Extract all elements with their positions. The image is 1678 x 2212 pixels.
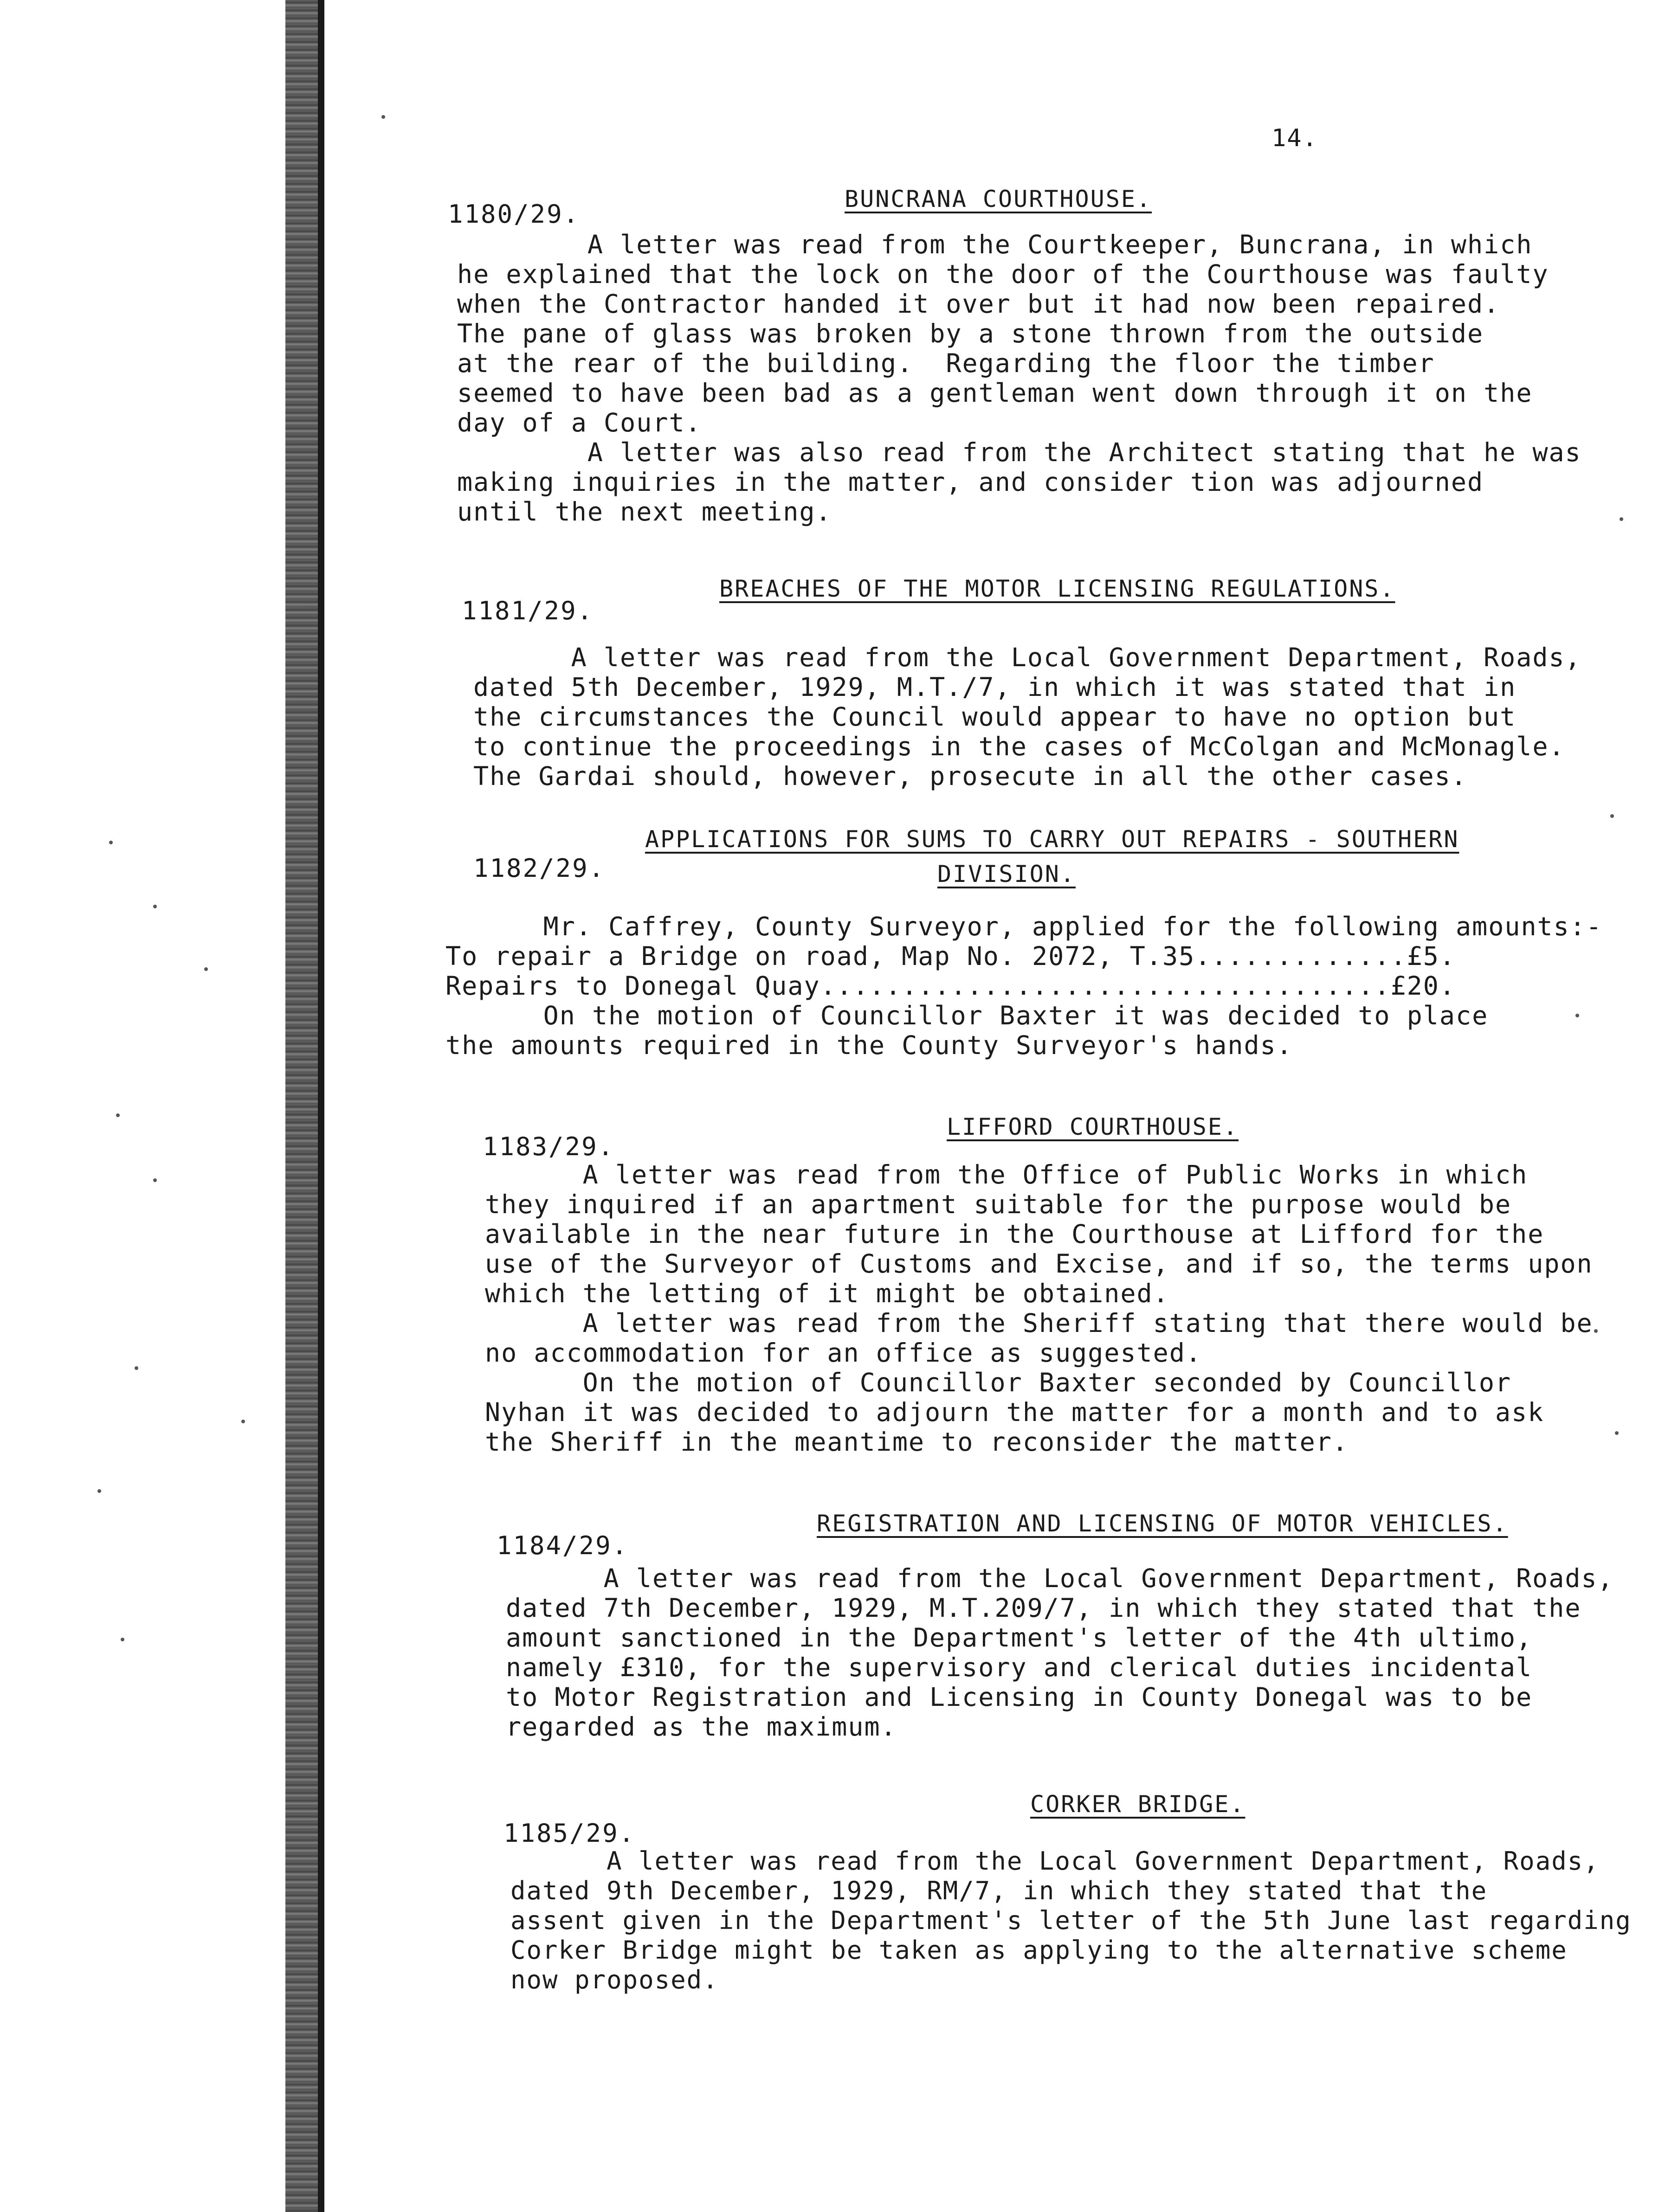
page-edge-shadow [285, 0, 318, 2212]
section-ref: 1182/29. [473, 854, 606, 883]
section-heading-continued: DIVISION. [937, 861, 1076, 887]
section-ref: 1185/29. [503, 1819, 636, 1848]
binding-margin [0, 0, 304, 2212]
section-body: A letter was read from the Local Government Department, Roads, dated 7th December, 1929, M.T.209/7, in which they stated that the amount sanctioned in the Department's letter of the 4th ultimo, namely £310, for the supervisory and clerical duties incidental to Motor Registration and Licensing in County Donegal was to be regarded as the maximum. [506, 1563, 1614, 1742]
page-edge [318, 0, 324, 2212]
section-heading: BUNCRANA COURTHOUSE. [845, 186, 1152, 212]
page-number: 14. [1271, 124, 1318, 152]
section-body: A letter was read from the Local Government Department, Roads, dated 5th December, 1929, M.T./7, in which it was stated that in the circumstances the Council would appear to have no option but to continue the proceedings in the cases of McColgan and McMonagle. The Gardai should, however, prosecute in all the other cases. [473, 643, 1581, 791]
section-heading: CORKER BRIDGE. [1030, 1791, 1246, 1818]
section-body: A letter was read from the Office of Public Works in which they inquired if an apartment suitable for the purpose would be available in the near future in the Courthouse at Lifford for the use of the Surveyor of Customs and Excise, and if so, the terms upon which the letting of it might be obtained. A letter was read from the Sheriff stating that there would be no accommodation for an office as suggested. On the motion of Councillor Baxter seconded by Councillor Nyhan it was decided to adjourn the matter for a month and to ask the Sheriff in the meantime to reconsider the matter. [485, 1160, 1593, 1457]
section-heading: REGISTRATION AND LICENSING OF MOTOR VEHICLES. [817, 1510, 1508, 1537]
section-ref: 1183/29. [483, 1132, 615, 1161]
section-heading: BREACHES OF THE MOTOR LICENSING REGULATIONS. [719, 575, 1395, 602]
section-heading: LIFFORD COURTHOUSE. [947, 1113, 1239, 1140]
section-ref: 1180/29. [448, 199, 580, 229]
section-heading: APPLICATIONS FOR SUMS TO CARRY OUT REPAIRS - SOUTHERN [645, 826, 1459, 853]
section-ref: 1181/29. [462, 596, 594, 625]
section-ref: 1184/29. [497, 1531, 629, 1560]
section-body: Mr. Caffrey, County Surveyor, applied for the following amounts:- To repair a Bridge on road, Map No. 2072, T.35.............£5. Repairs to Donegal Quay...................................£20. On the motion of Councillor Baxter it was decided to place the amounts required in the County Surveyor's hands. [445, 912, 1603, 1060]
document-page [325, 0, 1678, 2212]
section-body: A letter was read from the Local Government Department, Roads, dated 9th December, 1929, RM/7, in which they stated that the assent given in the Department's letter of the 5th June last regarding Corker Bridge might be taken as applying to the alternative scheme now proposed. [510, 1846, 1632, 1994]
section-body: A letter was read from the Courtkeeper, Buncrana, in which he explained that the lock on the door of the Courthouse was faulty when the Contractor handed it over but it had now been repaired. The pane of glass was broken by a stone thrown from the outside at the rear of the building. Regarding the floor the timber seemed to have been bad as a gentleman went down through it on the day of a Court. A letter was also read from the Architect stating that he was making inquiries in the matter, and consider tion was adjourned until the next meeting. [457, 230, 1581, 527]
